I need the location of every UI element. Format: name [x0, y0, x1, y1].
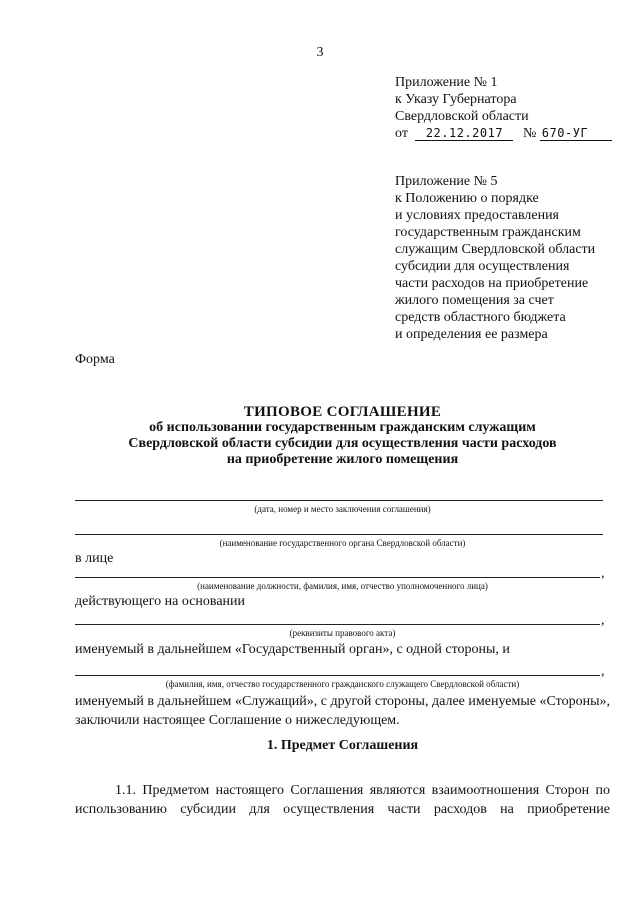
position-comma: , [601, 566, 605, 581]
employee-comma: , [601, 664, 605, 679]
referred-organ-text: именуемый в дальнейшем «Государственный орган», с одной стороны, и [75, 642, 510, 657]
legal-act-line [75, 624, 600, 625]
decree-number: 670-УГ [540, 126, 612, 141]
legal-act-comma: , [601, 613, 605, 628]
appendix-5-line: средств областного бюджета [395, 310, 566, 325]
section-1-paragraph: 1.1. Предметом настоящего Соглашения являются взаимоотношения Сторон по использованию субсидии для осуществления части расходов на приобретение [75, 783, 610, 817]
title-line-2: Свердловской области субсидии для осуществления части расходов [128, 436, 557, 451]
legal-act-caption: (реквизиты правового акта) [289, 628, 396, 638]
acting-basis-label: действующего на основании [75, 594, 246, 609]
appendix-5-line: и определения ее размера [395, 327, 548, 342]
title-line-1: об использовании государственным гражданским служащим [149, 420, 536, 435]
document-title [60, 404, 625, 468]
appendix-5-line: и условиях предоставления [395, 208, 559, 223]
position-line [75, 577, 600, 578]
appendix-1-block [395, 74, 612, 142]
appendix-1-date-line [395, 125, 612, 142]
organ-name-caption: (наименование государственного органа Свердловской области) [219, 538, 466, 548]
appendix-1-title: Приложение № 1 [395, 75, 498, 90]
appendix-5-line: части расходов на приобретение [395, 276, 589, 291]
position-caption: (наименование должности, фамилия, имя, отчество уполномоченного лица) [197, 581, 488, 591]
title-line-3: на приобретение жилого помещения [226, 452, 459, 467]
appendix-5-line: государственным гражданским [395, 225, 581, 240]
appendix-5-line: к Положению о порядке [395, 191, 539, 206]
page-number: 3 [316, 45, 324, 60]
date-prefix: от [395, 126, 408, 141]
date-place-line [75, 500, 603, 501]
in-person-label: в лице [75, 551, 114, 566]
appendix-5-line: служащим Свердловской области [395, 242, 596, 257]
date-place-caption: (дата, номер и место заключения соглашения) [254, 504, 431, 514]
appendix-5-block [395, 173, 595, 343]
employee-line [75, 675, 600, 676]
appendix-1-ref-line: к Указу Губернатора [395, 92, 517, 107]
number-prefix: № [522, 126, 537, 141]
appendix-1-region-line: Свердловской области [395, 109, 529, 124]
organ-name-line [75, 534, 603, 535]
appendix-5-line: субсидии для осуществления [395, 259, 570, 274]
section-1-heading: 1. Предмет Соглашения [266, 738, 419, 753]
appendix-5-line: жилого помещения за счет [395, 293, 554, 308]
employee-caption: (фамилия, имя, отчество государственного гражданского служащего Свердловской области) [165, 679, 520, 689]
title-main: ТИПОВОЕ СОГЛАШЕНИЕ [243, 404, 442, 420]
form-label: Форма [75, 352, 115, 367]
referred-employee-text: именуемый в дальнейшем «Служащий», с другой стороны, далее именуемые «Стороны», заключили настоящее Соглашение о нижеследующем. [75, 694, 610, 728]
decree-date: 22.12.2017 [415, 126, 513, 141]
appendix-5-title: Приложение № 5 [395, 174, 498, 189]
